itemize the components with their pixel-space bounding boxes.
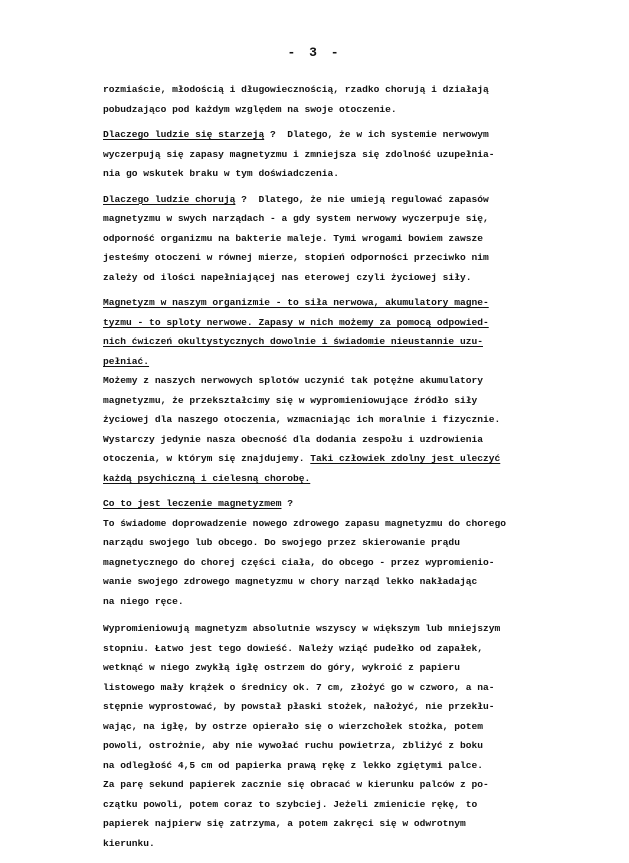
text-line	[103, 164, 595, 184]
text-segment: życiowej dla naszego otoczenia, wzmacniając ich moralnie i fizycznie.	[103, 414, 501, 425]
underlined-text: nich ćwiczeń okultystycznych dowolnie i świadomie nieustannie uzu-	[103, 336, 483, 347]
text-segment: wanie swojego zdrowego magnetyzmu w chory narząd lekko nakładając	[103, 576, 478, 587]
text-line	[103, 313, 595, 333]
text-segment: wetknąć w niego zwykłą igłę ostrzem do góry, wykroić z papieru	[103, 662, 460, 673]
text-line	[103, 736, 595, 756]
underlined-text: Magnetyzm w naszym organizmie - to siła nerwowa, akumulatory magne-	[103, 297, 489, 308]
text-segment: wając, na igłę, by ostrze opierało się o wierzchołek stożka, potem	[103, 720, 483, 732]
underlined-text: każdą psychiczną i cielesną chorobę.	[103, 472, 311, 484]
text-segment: nia go wskutek braku w tym doświadczenia.	[103, 168, 340, 179]
page-number: - 3 -	[287, 45, 342, 60]
text-line	[103, 248, 595, 268]
text-line	[103, 469, 595, 489]
text-segment: stopniu. Łatwo jest tego dowieść. Należy wziąć pudełko od zapałek,	[103, 642, 483, 654]
text-line	[103, 533, 595, 553]
underlined-text: Taki człowiek zdolny jest uleczyć	[310, 453, 501, 464]
text-segment: powoli, ostrożnie, aby nie wywołać ruchu powietrza, zbliżyć z boku	[103, 740, 483, 751]
text-line	[103, 553, 595, 573]
paragraph	[103, 494, 595, 611]
text-segment: odporność organizmu na bakterie maleje. Tymi wrogami bowiem zawsze	[103, 232, 483, 244]
text-segment: otoczenia, w którym się znajdujemy.	[103, 453, 311, 464]
paragraph	[103, 125, 595, 184]
text-segment: Wypromieniowują magnetyzm absolutnie wszyscy w większym lub mniejszym	[103, 623, 501, 634]
text-segment: listowego mały krążek o średnicy ok. 7 cm, złożyć go w czworo, a na-	[103, 681, 495, 693]
text-segment: na odległość 4,5 cm od papierka prawą rękę z lekko zgiętymi palce.	[103, 759, 483, 771]
text-line	[103, 756, 595, 776]
text-segment: zależy od ilości napełniającej nas eterowej czyli życiowej siły.	[103, 271, 472, 283]
paragraph	[103, 293, 595, 488]
text-segment: na niego ręce.	[103, 595, 184, 607]
paragraph	[103, 190, 595, 288]
text-segment: Możemy z naszych nerwowych splotów uczynić tak potężne akumulatory	[103, 375, 483, 386]
text-line	[103, 494, 595, 514]
text-line	[103, 410, 595, 430]
text-line	[103, 268, 595, 288]
paragraph	[103, 80, 595, 119]
text-line	[103, 592, 595, 612]
text-line	[103, 658, 595, 678]
text-segment: magnetyzmu w swych narządach - a gdy system nerwowy wyczerpuje się,	[103, 213, 489, 224]
text-line	[103, 514, 595, 534]
text-segment: wyczerpują się zapasy magnetyzmu i zmniejsza się zdolność uzupełnia-	[103, 148, 495, 160]
text-segment: rozmiaście, młodością i długowiecznością, rzadko chorują i działają	[103, 84, 489, 95]
text-segment: ? Dlatego, że w ich systemie nerwowym	[264, 129, 489, 140]
text-line	[103, 775, 595, 795]
text-line	[103, 371, 595, 391]
text-line	[103, 332, 595, 352]
text-segment: magnetyzmu, że przekształcimy się w wypromieniowujące źródło siły	[103, 394, 478, 406]
underlined-text: pełniać.	[103, 355, 150, 367]
text-line	[103, 697, 595, 717]
text-segment: kierunku.	[103, 837, 155, 849]
text-segment: pobudzająco pod każdym względem na swoje otoczenie.	[103, 103, 397, 115]
text-segment: papierek najpierw się zatrzyma, a potem zakręci się w odwrotnym	[103, 818, 466, 829]
text-line	[103, 834, 595, 854]
text-line	[103, 145, 595, 165]
text-line	[103, 352, 595, 372]
underlined-text: Dlaczego ludzie się starzeją	[103, 129, 265, 140]
text-line	[103, 125, 595, 145]
text-line	[103, 190, 595, 210]
text-segment: czątku powoli, potem coraz to szybciej. Jeżeli zmienicie rękę, to	[103, 798, 478, 810]
text-line	[103, 619, 595, 639]
text-line	[103, 209, 595, 229]
text-segment: narządu swojego lub obcego. Do swojego przez skierowanie prądu	[103, 537, 460, 548]
text-segment: To świadome doprowadzenie nowego zdrowego zapasu magnetyzmu do chorego	[103, 517, 507, 529]
paragraph	[103, 619, 595, 853]
text-line	[103, 391, 595, 411]
text-line	[103, 678, 595, 698]
text-segment: jesteśmy otoczeni w równej mierze, stopień odporności przeciwko nim	[103, 252, 489, 263]
text-line	[103, 814, 595, 834]
underlined-text: Co to jest leczenie magnetyzmem	[103, 498, 282, 509]
text-line	[103, 229, 595, 249]
text-segment: stępnie wyprostować, by powstał płaski stożek, nałożyć, nie przekłu-	[103, 701, 495, 712]
text-line	[103, 717, 595, 737]
text-line	[103, 795, 595, 815]
text-line	[103, 572, 595, 592]
text-line	[103, 430, 595, 450]
text-line	[103, 80, 595, 100]
text-line	[103, 449, 595, 469]
text-segment: magnetycznego do chorej części ciała, do obcego - przez wypromienio-	[103, 556, 495, 568]
text-segment: ? Dlatego, że nie umieją regulować zapasów	[235, 193, 489, 205]
document-body	[103, 80, 595, 853]
text-segment: ?	[281, 498, 293, 509]
text-segment: Za parę sekund papierek zacznie się obracać w kierunku palców z po-	[103, 779, 489, 790]
text-line	[103, 293, 595, 313]
text-line	[103, 100, 595, 120]
paragraph-gap	[103, 611, 595, 619]
underlined-text: tyzmu - to sploty nerwowe. Zapasy w nich możemy za pomocą odpowied-	[103, 316, 489, 328]
underlined-text: Dlaczego ludzie chorują	[103, 193, 236, 205]
text-segment: Wystarczy jedynie nasza obecność dla dodania zespołu i uzdrowienia	[103, 433, 483, 445]
text-line	[103, 639, 595, 659]
